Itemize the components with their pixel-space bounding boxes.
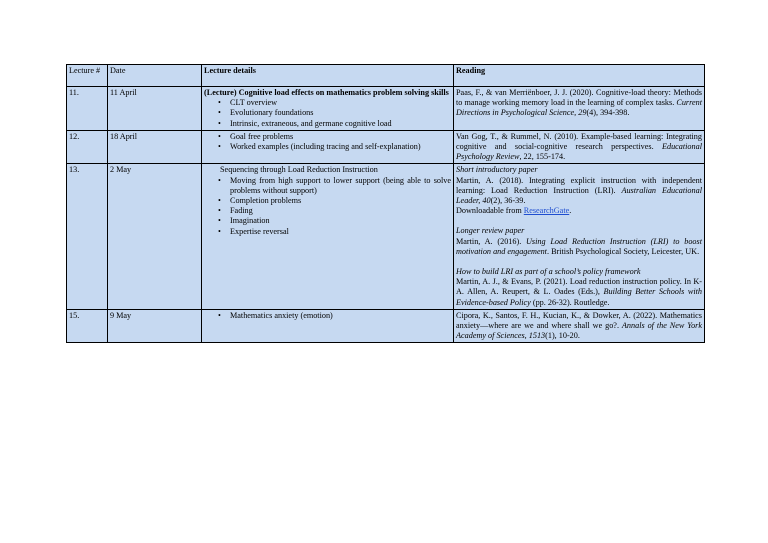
- list-item: • Completion problems: [230, 196, 451, 206]
- citation-text: Paas, F., & van Merriënboer, J. J. (2020). Cognitive-load theory: Methods to manage working memory load in the learning of complex tasks.: [456, 88, 702, 108]
- lecture-number: 12.: [67, 130, 108, 164]
- journal-name: Current Directions in Psychological Science: [456, 98, 702, 118]
- citation-pages: (2), 36-39.: [490, 196, 526, 206]
- lecture-number: 11.: [67, 87, 108, 131]
- list-item: • Worked examples (including tracing and self-explanation): [230, 142, 451, 152]
- lecture-title: (Lecture) Cognitive load effects on mathematics problem solving skills: [204, 88, 449, 97]
- reading-cell: [454, 309, 705, 343]
- topic-list: [204, 98, 451, 129]
- download-period: .: [569, 206, 572, 216]
- list-item: • Mathematics anxiety (emotion): [230, 311, 451, 321]
- download-text: Downloadable from: [456, 206, 524, 216]
- journal-name: Australian Educational Leader: [456, 185, 702, 206]
- journal-volume: , 1513: [524, 331, 546, 341]
- topic-list: [204, 132, 451, 152]
- lecture-date: 9 May: [108, 309, 202, 343]
- topic-list: [204, 311, 451, 321]
- book-title: Building Better Schools with Evidence-based Policy: [456, 287, 703, 307]
- table-header-row: [67, 65, 705, 87]
- lecture-title: Sequencing through Load Reduction Instruction: [220, 165, 378, 175]
- citation: [456, 176, 702, 207]
- lecture-date: 11 April: [108, 87, 202, 131]
- reading-heading: Short introductory paper: [456, 165, 538, 175]
- spacer: [456, 257, 702, 267]
- lecture-details-cell: [202, 130, 454, 164]
- citation-pages: (pp. 26-32). Routledge.: [530, 297, 610, 307]
- citation-publisher: . British Psychological Society, Leicester, UK.: [546, 246, 700, 256]
- header-reading: Reading: [454, 65, 705, 87]
- lecture-number: 13.: [67, 164, 108, 309]
- citation-pages: , 22, 155-174.: [519, 152, 566, 162]
- citation: [456, 237, 702, 257]
- lecture-details-cell: [202, 87, 454, 131]
- header-lecture-details: Lecture details: [202, 65, 454, 87]
- list-item: • Imagination: [230, 216, 451, 226]
- reading-cell: [454, 164, 705, 309]
- download-line: [456, 206, 702, 216]
- list-item: • Evolutionary foundations: [230, 108, 451, 118]
- researchgate-link[interactable]: ResearchGate: [523, 206, 570, 216]
- journal-name: Annals of the New York Academy of Sciences: [456, 321, 702, 341]
- citation-text: Cipora, K., Santos, F. H., Kucian, K., & Dowker, A. (2022). Mathematics anxiety—where are we and where shall we go?.: [456, 310, 702, 331]
- reading-cell: [454, 87, 705, 131]
- citation-text: Martin, A. (2016).: [456, 236, 527, 246]
- citation-text: Martin, A. J., & Evans, P. (2021). Load reduction instruction policy. In K-A. Allen, A. Reupert, & L. Oades (Eds.),: [456, 277, 702, 297]
- list-item: • Intrinsic, extraneous, and germane cognitive load: [230, 119, 451, 129]
- lecture-details-cell: [202, 309, 454, 343]
- list-item: • Moving from high support to lower support (being able to solve problems without support): [230, 176, 451, 196]
- list-item: • Fading: [230, 206, 451, 216]
- lecture-details-cell: [202, 164, 454, 309]
- spacer: [456, 216, 702, 226]
- list-item: • CLT overview: [230, 98, 451, 108]
- header-lecture-number: Lecture #: [67, 65, 108, 87]
- lecture-date: 18 April: [108, 130, 202, 164]
- table-row: [67, 164, 705, 309]
- citation-pages: (1), 10-20.: [545, 331, 580, 341]
- journal-name: Educational Psychology Review: [456, 142, 702, 162]
- reading-cell: [454, 130, 705, 164]
- table-row: [67, 130, 705, 164]
- report-title: Using Load Reduction Instruction (LRI) to boost motivation and engagement: [456, 236, 702, 256]
- lecture-schedule-table: [66, 64, 705, 343]
- reading-heading: How to build LRI as part of a school’s policy framework: [456, 267, 641, 277]
- citation-pages: (4), 394-398.: [586, 108, 630, 118]
- journal-volume: , 29: [574, 108, 587, 118]
- lecture-date: 2 May: [108, 164, 202, 309]
- citation-text: Martin, A. (2018). Integrating explicit instruction with independent learning: Load Reduction Instruction (LRI).: [456, 175, 702, 195]
- list-item: • Goal free problems: [230, 132, 451, 142]
- list-item: • Expertise reversal: [230, 227, 451, 237]
- citation: [456, 277, 702, 308]
- journal-volume: , 40: [478, 196, 491, 206]
- table-row: [67, 309, 705, 343]
- topic-list: [204, 176, 451, 237]
- table-row: [67, 87, 705, 131]
- header-date: Date: [108, 65, 202, 87]
- reading-heading: Longer review paper: [456, 226, 525, 236]
- lecture-number: 15.: [67, 309, 108, 343]
- citation-text: Van Gog, T., & Rummel, N. (2010). Example-based learning: Integrating cognitive and social-cognitive research perspectives.: [456, 131, 702, 152]
